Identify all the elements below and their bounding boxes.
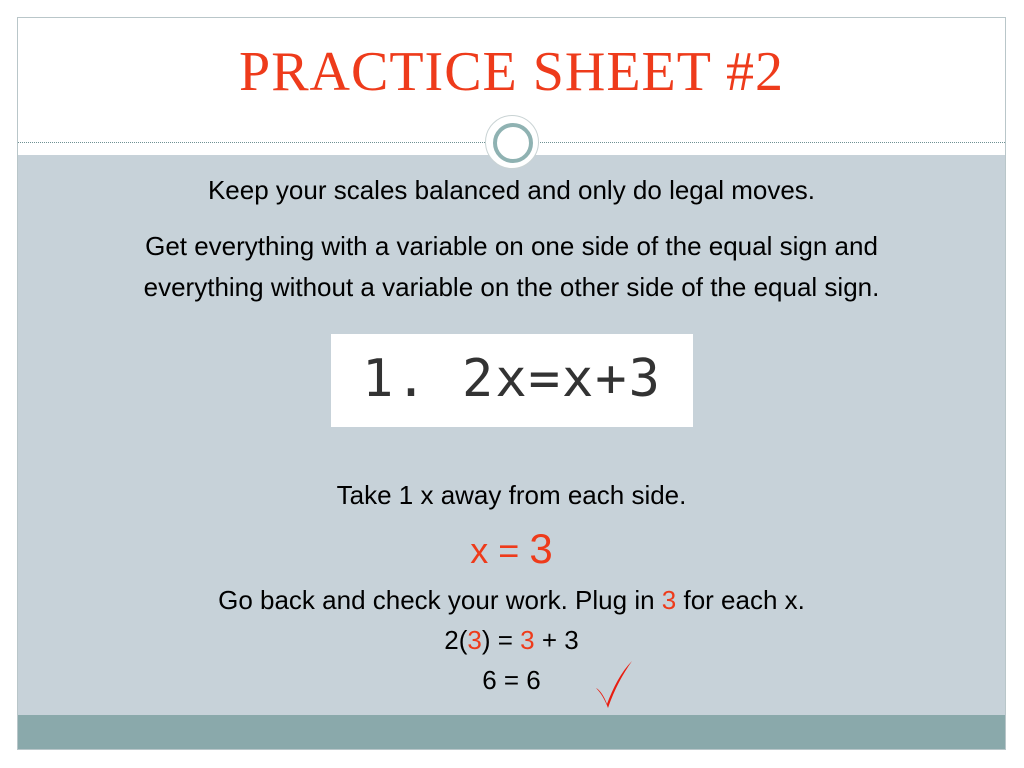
result-line: 6 = 6 <box>482 665 541 695</box>
slide-frame <box>17 17 1006 750</box>
answer <box>18 525 1005 572</box>
step-instruction: Take 1 x away from each side. <box>336 480 687 510</box>
substitution-end: + 3 <box>534 625 579 655</box>
checkmark-icon <box>593 658 635 710</box>
ring-ornament-inner <box>493 123 533 163</box>
instruction-line: Get everything with a variable on one side of the equal sign and <box>145 231 878 261</box>
equation-image <box>331 334 693 427</box>
check-value: 3 <box>661 585 677 615</box>
check-text-end: for each x. <box>676 585 805 615</box>
instruction-line: everything without a variable on the other side of the equal sign. <box>143 272 880 302</box>
answer-value: 3 <box>529 525 553 572</box>
check-text-start: Go back and check your work. Plug in <box>218 585 662 615</box>
instruction-line: Keep your scales balanced and only do legal moves. <box>207 175 816 205</box>
check-instruction <box>18 584 1005 616</box>
slide-title: PRACTICE SHEET #2 <box>239 41 784 103</box>
substitution-value-1: 3 <box>467 625 482 655</box>
footer-band <box>18 715 1005 750</box>
substitution-line <box>18 624 1005 656</box>
equation-text: 1. 2x=x+3 <box>362 349 662 409</box>
substitution-start: 2( <box>444 625 468 655</box>
substitution-middle: ) = <box>481 625 521 655</box>
substitution-value-2: 3 <box>520 625 535 655</box>
ring-ornament-icon <box>485 115 539 169</box>
answer-variable: x = <box>470 530 530 571</box>
